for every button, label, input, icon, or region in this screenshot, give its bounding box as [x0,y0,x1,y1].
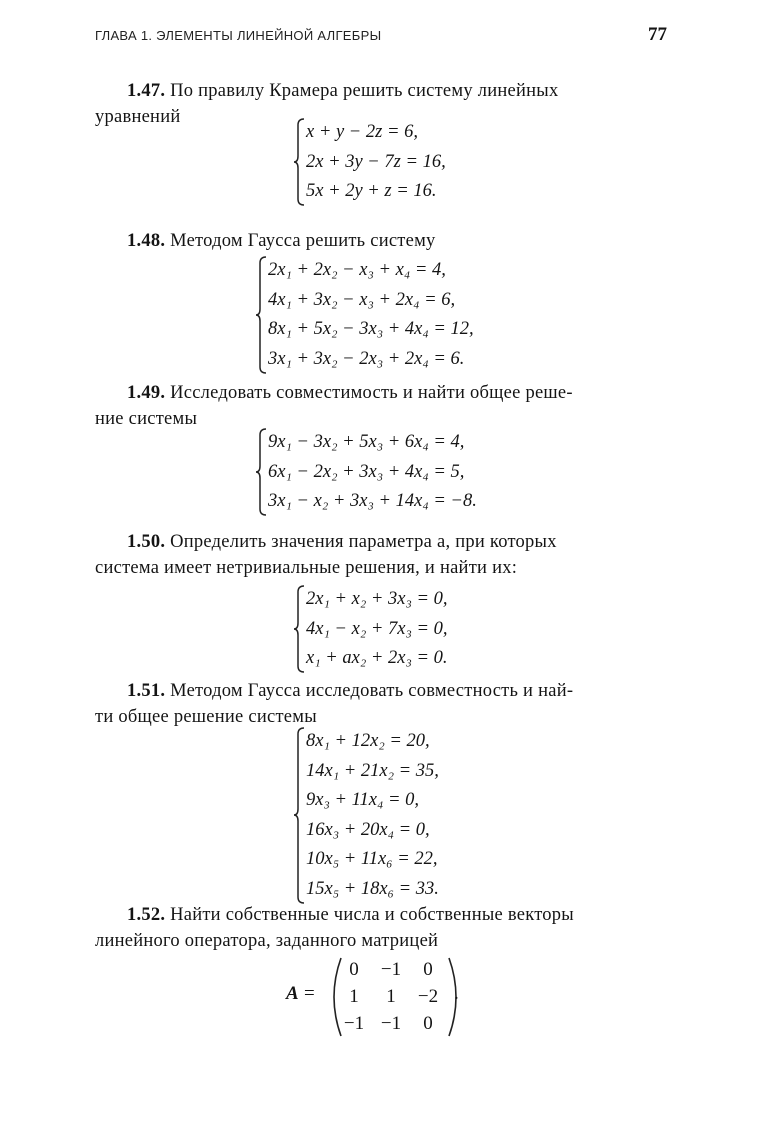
problem-number: 1.52. [127,905,166,925]
equation: 16x₃ + 20x₄ = 0, [306,819,430,840]
problem-1-48-text [95,228,667,254]
left-brace-icon [293,118,307,206]
page-number: 77 [648,24,667,45]
problem-1-50-text [95,529,667,581]
problem-text: Найти собственные числа и собственные векторы [170,905,574,925]
problem-text-cont: система имеет нетривиальные решения, и найти их: [95,558,518,578]
equation: 3x₁ − x₂ + 3x₃ + 14x₄ = −8. [268,491,477,511]
problem-number: 1.47. [127,81,166,101]
problem-text-cont: ние системы [95,409,198,429]
left-brace-icon [255,256,269,374]
problem-text-cont: линейного оператора, заданного матрицей [95,931,439,951]
equation: x₁ + ax₂ + 2x₃ = 0. [306,648,448,668]
problem-1-52-text [95,902,667,954]
equation: 2x + 3y − 7z = 16, [306,151,446,172]
equation: 3x₁ + 3x₂ − 2x₃ + 2x₄ = 6. [268,348,465,369]
chapter-title: ГЛАВА 1. ЭЛЕМЕНТЫ ЛИНЕЙНОЙ АЛГЕБРЫ [95,28,382,43]
equation: 4x₁ + 3x₂ − x₃ + 2x₄ = 6, [268,289,456,310]
problem-text: Методом Гаусса решить систему [170,231,436,251]
matrix-cell: −2 [417,986,439,1007]
equation: 4x₁ − x₂ + 7x₃ = 0, [306,618,448,639]
problem-number: 1.51. [127,681,166,701]
matrix-equals: = [304,983,315,1004]
equation: 10x₅ + 11x₆ = 22, [306,849,438,869]
problem-text: Методом Гаусса исследовать совместность и най- [170,681,574,701]
problem-text: Исследовать совместимость и найти общее реше- [170,383,573,403]
matrix-label: A [286,983,299,1004]
problem-number: 1.48. [127,231,166,251]
problem-number: 1.50. [127,532,166,552]
equation: 15x₅ + 18x₆ = 33. [306,878,439,899]
equation: 9x₃ + 11x₄ = 0, [306,790,420,810]
matrix-a [286,956,486,1038]
equation: 2x₁ + 2x₂ − x₃ + x₄ = 4, [268,260,446,280]
problem-text-cont: уравнений [95,107,181,127]
problem-1-49-text [95,380,667,432]
matrix-cell: 0 [423,1013,433,1034]
left-brace-icon [293,585,307,673]
equation: 5x + 2y + z = 16. [306,181,437,201]
problem-number: 1.49. [127,383,166,403]
problem-1-51-text [95,678,667,730]
matrix-cell: 0 [423,959,433,980]
matrix-row [336,956,446,983]
matrix-cell: 0 [349,959,359,980]
matrix-cell: 1 [386,986,396,1007]
equation: 8x₁ + 12x₂ = 20, [306,731,430,751]
matrix-period: . [454,983,459,1004]
problem-text: Определить значения параметра a, при которых [170,532,557,552]
left-brace-icon [293,727,307,904]
left-brace-icon [255,428,269,516]
equation: 6x₁ − 2x₂ + 3x₃ + 4x₄ = 5, [268,461,465,482]
problem-text: По правилу Крамера решить систему линейных [170,81,559,101]
equation: 14x₁ + 21x₂ = 35, [306,760,439,781]
equation: 9x₁ − 3x₂ + 5x₃ + 6x₄ = 4, [268,432,465,452]
equation: 8x₁ + 5x₂ − 3x₃ + 4x₄ = 12, [268,319,474,339]
matrix-cell: −1 [380,959,402,980]
equation: x + y − 2z = 6, [306,122,418,142]
matrix-row [336,983,446,1010]
matrix-cell: 1 [349,986,359,1007]
matrix-cell: −1 [380,1013,402,1034]
problem-text-cont: ти общее решение системы [95,707,317,727]
matrix-row [336,1010,446,1037]
matrix-cell: −1 [343,1013,365,1034]
page-header [95,24,667,52]
equation: 2x₁ + x₂ + 3x₃ = 0, [306,589,448,609]
